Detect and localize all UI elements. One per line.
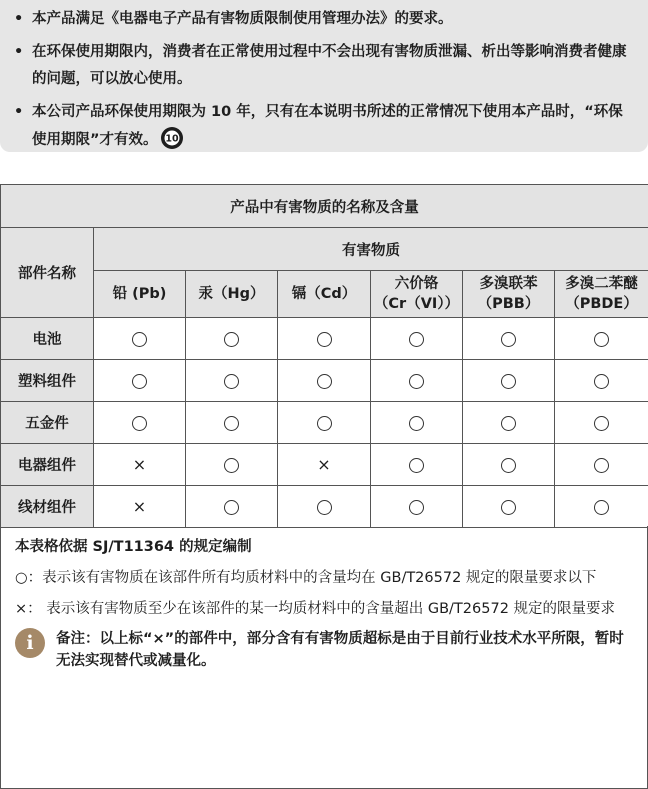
- compliant-mark-cell: [186, 360, 278, 402]
- part-name-cell: 塑料组件: [1, 360, 94, 402]
- exceeds-mark-cell: [94, 486, 186, 528]
- info-icon: i: [15, 628, 45, 658]
- exceeds-mark-cell: [94, 444, 186, 486]
- table-title: 产品中有害物质的名称及含量: [1, 185, 648, 228]
- compliant-mark-cell: [371, 318, 463, 360]
- standard-basis: 本表格依据 SJ/T11364 的规定编制: [15, 539, 252, 555]
- substance-name: 多溴二苯醚: [565, 276, 638, 292]
- part-name-cell: 电器组件: [1, 444, 94, 486]
- info-bullet-text: 在环保使用期限内，消费者在正常使用过程中不会出现有害物质泄漏、析出等影响消费者健康的问题，可以放心使用。: [32, 44, 627, 87]
- substance-symbol: （Cr（VI））: [373, 296, 460, 312]
- compliant-circle-mark: [409, 332, 424, 347]
- exceeds-cross-mark: ×: [132, 497, 147, 516]
- substance-column-header: [371, 271, 463, 318]
- compliant-circle-mark: [224, 500, 239, 515]
- compliant-mark-cell: [371, 444, 463, 486]
- compliant-circle-mark: [224, 458, 239, 473]
- compliant-mark-cell: [94, 318, 186, 360]
- compliant-mark-cell: [463, 444, 555, 486]
- table-row: [1, 444, 648, 486]
- compliant-mark-cell: [94, 402, 186, 444]
- info-bullet-text: 本公司产品环保使用期限为 10 年，只有在本说明书所述的正常情况下使用本产品时，“环保使用期限”才有效。: [32, 104, 623, 148]
- compliant-mark-cell: [463, 402, 555, 444]
- info-bullet-text: 本产品满足《电器电子产品有害物质限制使用管理办法》的要求。: [32, 11, 453, 27]
- exceeds-cross-mark: ×: [132, 455, 147, 474]
- notes-section: [0, 526, 648, 789]
- remark-text: 备注：以上标“×”的部件中，部分含有有害物质超标是由于目前行业技术水平所限，暂时无法实现替代或减量化。: [56, 631, 624, 669]
- compliant-circle-mark: [501, 458, 516, 473]
- part-name-cell: 线材组件: [1, 486, 94, 528]
- compliant-circle-mark: [132, 416, 147, 431]
- substance-header: 有害物质: [94, 228, 648, 271]
- substance-column-header: [186, 271, 278, 318]
- compliant-mark-cell: [555, 318, 648, 360]
- cross-legend-note: ×： 表示该有害物质至少在该部件的某一均质材料中的含量超出 GB/T26572 规定的限量要求: [15, 601, 616, 617]
- compliant-mark-cell: [555, 402, 648, 444]
- epup-10-year-icon: [160, 126, 184, 160]
- compliant-mark-cell: [278, 402, 371, 444]
- substance-column-header: [463, 271, 555, 318]
- environmental-info-box: [0, 0, 648, 152]
- substance-name: 汞（Hg）: [198, 286, 265, 302]
- compliant-mark-cell: [555, 444, 648, 486]
- compliant-circle-mark: [594, 374, 609, 389]
- substance-symbol: （PBB）: [477, 296, 540, 312]
- substance-name: 多溴联苯: [479, 276, 538, 292]
- hazardous-substance-table: [0, 184, 648, 528]
- compliant-mark-cell: [371, 402, 463, 444]
- compliant-mark-cell: [186, 318, 278, 360]
- compliant-circle-mark: [409, 374, 424, 389]
- compliant-mark-cell: [555, 486, 648, 528]
- compliant-circle-mark: [317, 332, 332, 347]
- part-name-cell: 电池: [1, 318, 94, 360]
- compliant-circle-mark: [501, 500, 516, 515]
- table-row: [1, 360, 648, 402]
- compliant-circle-mark: [594, 416, 609, 431]
- compliant-circle-mark: [409, 500, 424, 515]
- substance-symbol: （PBDE）: [565, 296, 638, 312]
- substance-name: 铅 (Pb): [112, 286, 167, 302]
- compliant-circle-mark: [501, 374, 516, 389]
- table-row: [1, 402, 648, 444]
- compliant-circle-mark: [409, 416, 424, 431]
- exceeds-cross-mark: ×: [317, 455, 331, 474]
- compliant-circle-mark: [501, 332, 516, 347]
- compliant-mark-cell: [463, 318, 555, 360]
- compliant-mark-cell: [278, 318, 371, 360]
- info-bullet: [14, 39, 636, 93]
- compliant-circle-mark: [224, 416, 239, 431]
- compliant-mark-cell: [94, 360, 186, 402]
- compliant-circle-mark: [224, 374, 239, 389]
- info-bullet: [14, 6, 636, 33]
- substance-name: 六价铬: [394, 276, 439, 292]
- compliant-mark-cell: [186, 486, 278, 528]
- compliant-circle-mark: [132, 332, 147, 347]
- compliant-circle-mark: [594, 500, 609, 515]
- part-name-header: 部件名称: [1, 228, 94, 318]
- substance-column-header: [555, 271, 648, 318]
- table-row: [1, 318, 648, 360]
- compliant-mark-cell: [463, 486, 555, 528]
- compliant-circle-mark: [132, 374, 147, 389]
- exceeds-mark-cell: [278, 444, 371, 486]
- compliant-mark-cell: [186, 402, 278, 444]
- part-name-cell: 五金件: [1, 402, 94, 444]
- remark: [15, 628, 633, 672]
- compliant-mark-cell: [555, 360, 648, 402]
- compliant-circle-mark: [317, 500, 332, 515]
- compliant-mark-cell: [371, 360, 463, 402]
- compliant-circle-mark: [594, 332, 609, 347]
- epup-years-label: 10: [164, 133, 179, 145]
- compliant-circle-mark: [594, 458, 609, 473]
- compliant-mark-cell: [371, 486, 463, 528]
- compliant-circle-mark: [317, 374, 332, 389]
- compliant-mark-cell: [278, 360, 371, 402]
- table-row: [1, 486, 648, 528]
- compliant-mark-cell: [186, 444, 278, 486]
- info-bullet: [14, 99, 636, 160]
- compliant-circle-mark: [317, 416, 332, 431]
- compliant-mark-cell: [278, 486, 371, 528]
- substance-column-header: [278, 271, 371, 318]
- substance-column-header: [94, 271, 186, 318]
- substance-name: 镉（Cd）: [291, 286, 357, 302]
- circle-legend-note: ○：表示该有害物质在该部件所有均质材料中的含量均在 GB/T26572 规定的限量要求以下: [15, 570, 597, 586]
- compliant-circle-mark: [224, 332, 239, 347]
- compliant-circle-mark: [409, 458, 424, 473]
- compliant-circle-mark: [501, 416, 516, 431]
- compliant-mark-cell: [463, 360, 555, 402]
